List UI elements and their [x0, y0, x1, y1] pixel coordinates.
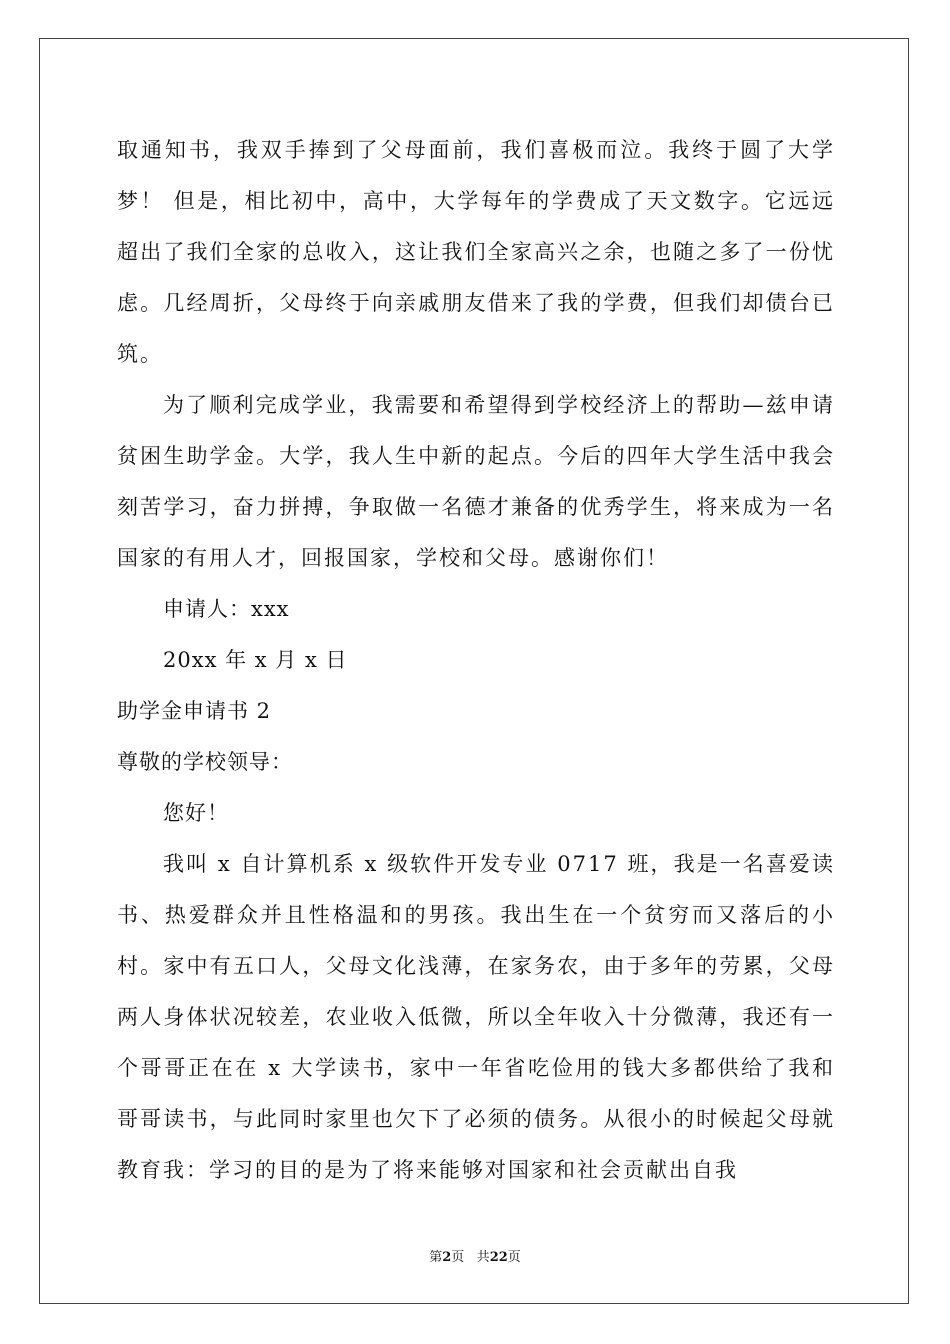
paragraph-request: 为了顺利完成学业，我需要和希望得到学校经济上的帮助—兹申请贫困生助学金。大学，我人生中新的起点。今后的四年大学生活中我会刻苦学习，奋力拼搏，争取做一名德才兼备的优秀学生，将来成为一名国家的有用人才，回报国家，学校和父母。感谢你们！	[117, 393, 835, 570]
total-label-prefix: 共	[476, 1250, 490, 1265]
document-body	[117, 125, 835, 1196]
salutation: 尊敬的学校领导：	[117, 750, 293, 774]
page-label-suffix: 页	[451, 1250, 465, 1265]
applicant-line: 申请人：xxx	[163, 597, 290, 621]
paragraph-introduction: 我叫 x 自计算机系 x 级软件开发专业 0717 班，我是一名喜爱读书、热爱群众并且性格温和的男孩。我出生在一个贫穷而又落后的小村。家中有五口人，父母文化浅薄，在家务农，由于多年的劳累，父母两人身体状况较差，农业收入低微，所以全年收入十分微薄，我还有一个哥哥正在在 x 大学读书，家中一年省吃俭用的钱大多都供给了我和哥哥读书，与此同时家里也欠下了必须的债务。从很小的时候起父母就教育我：学习的目的是为了将来能够对国家和社会贡献出自我	[117, 852, 835, 1182]
paragraph-continuation: 取通知书，我双手捧到了父母面前，我们喜极而泣。我终于圆了大学梦！ 但是，相比初中，高中，大学每年的学费成了天文数字。它远远超出了我们全家的总收入，这让我们全家高兴之余，也随之多了一份忧虑。几经周折，父母终于向亲戚朋友借来了我的学费，但我们却债台已筑。	[117, 138, 835, 366]
greeting: 您好！	[163, 801, 229, 825]
date-line: 20xx 年 x 月 x 日	[163, 648, 348, 672]
page-label-prefix: 第	[429, 1250, 443, 1265]
total-label-suffix: 页	[507, 1250, 521, 1265]
page-footer	[0, 1246, 950, 1265]
page-number: 2	[442, 1250, 452, 1265]
section-heading: 助学金申请书 2	[117, 699, 272, 723]
total-pages: 22	[489, 1250, 508, 1265]
